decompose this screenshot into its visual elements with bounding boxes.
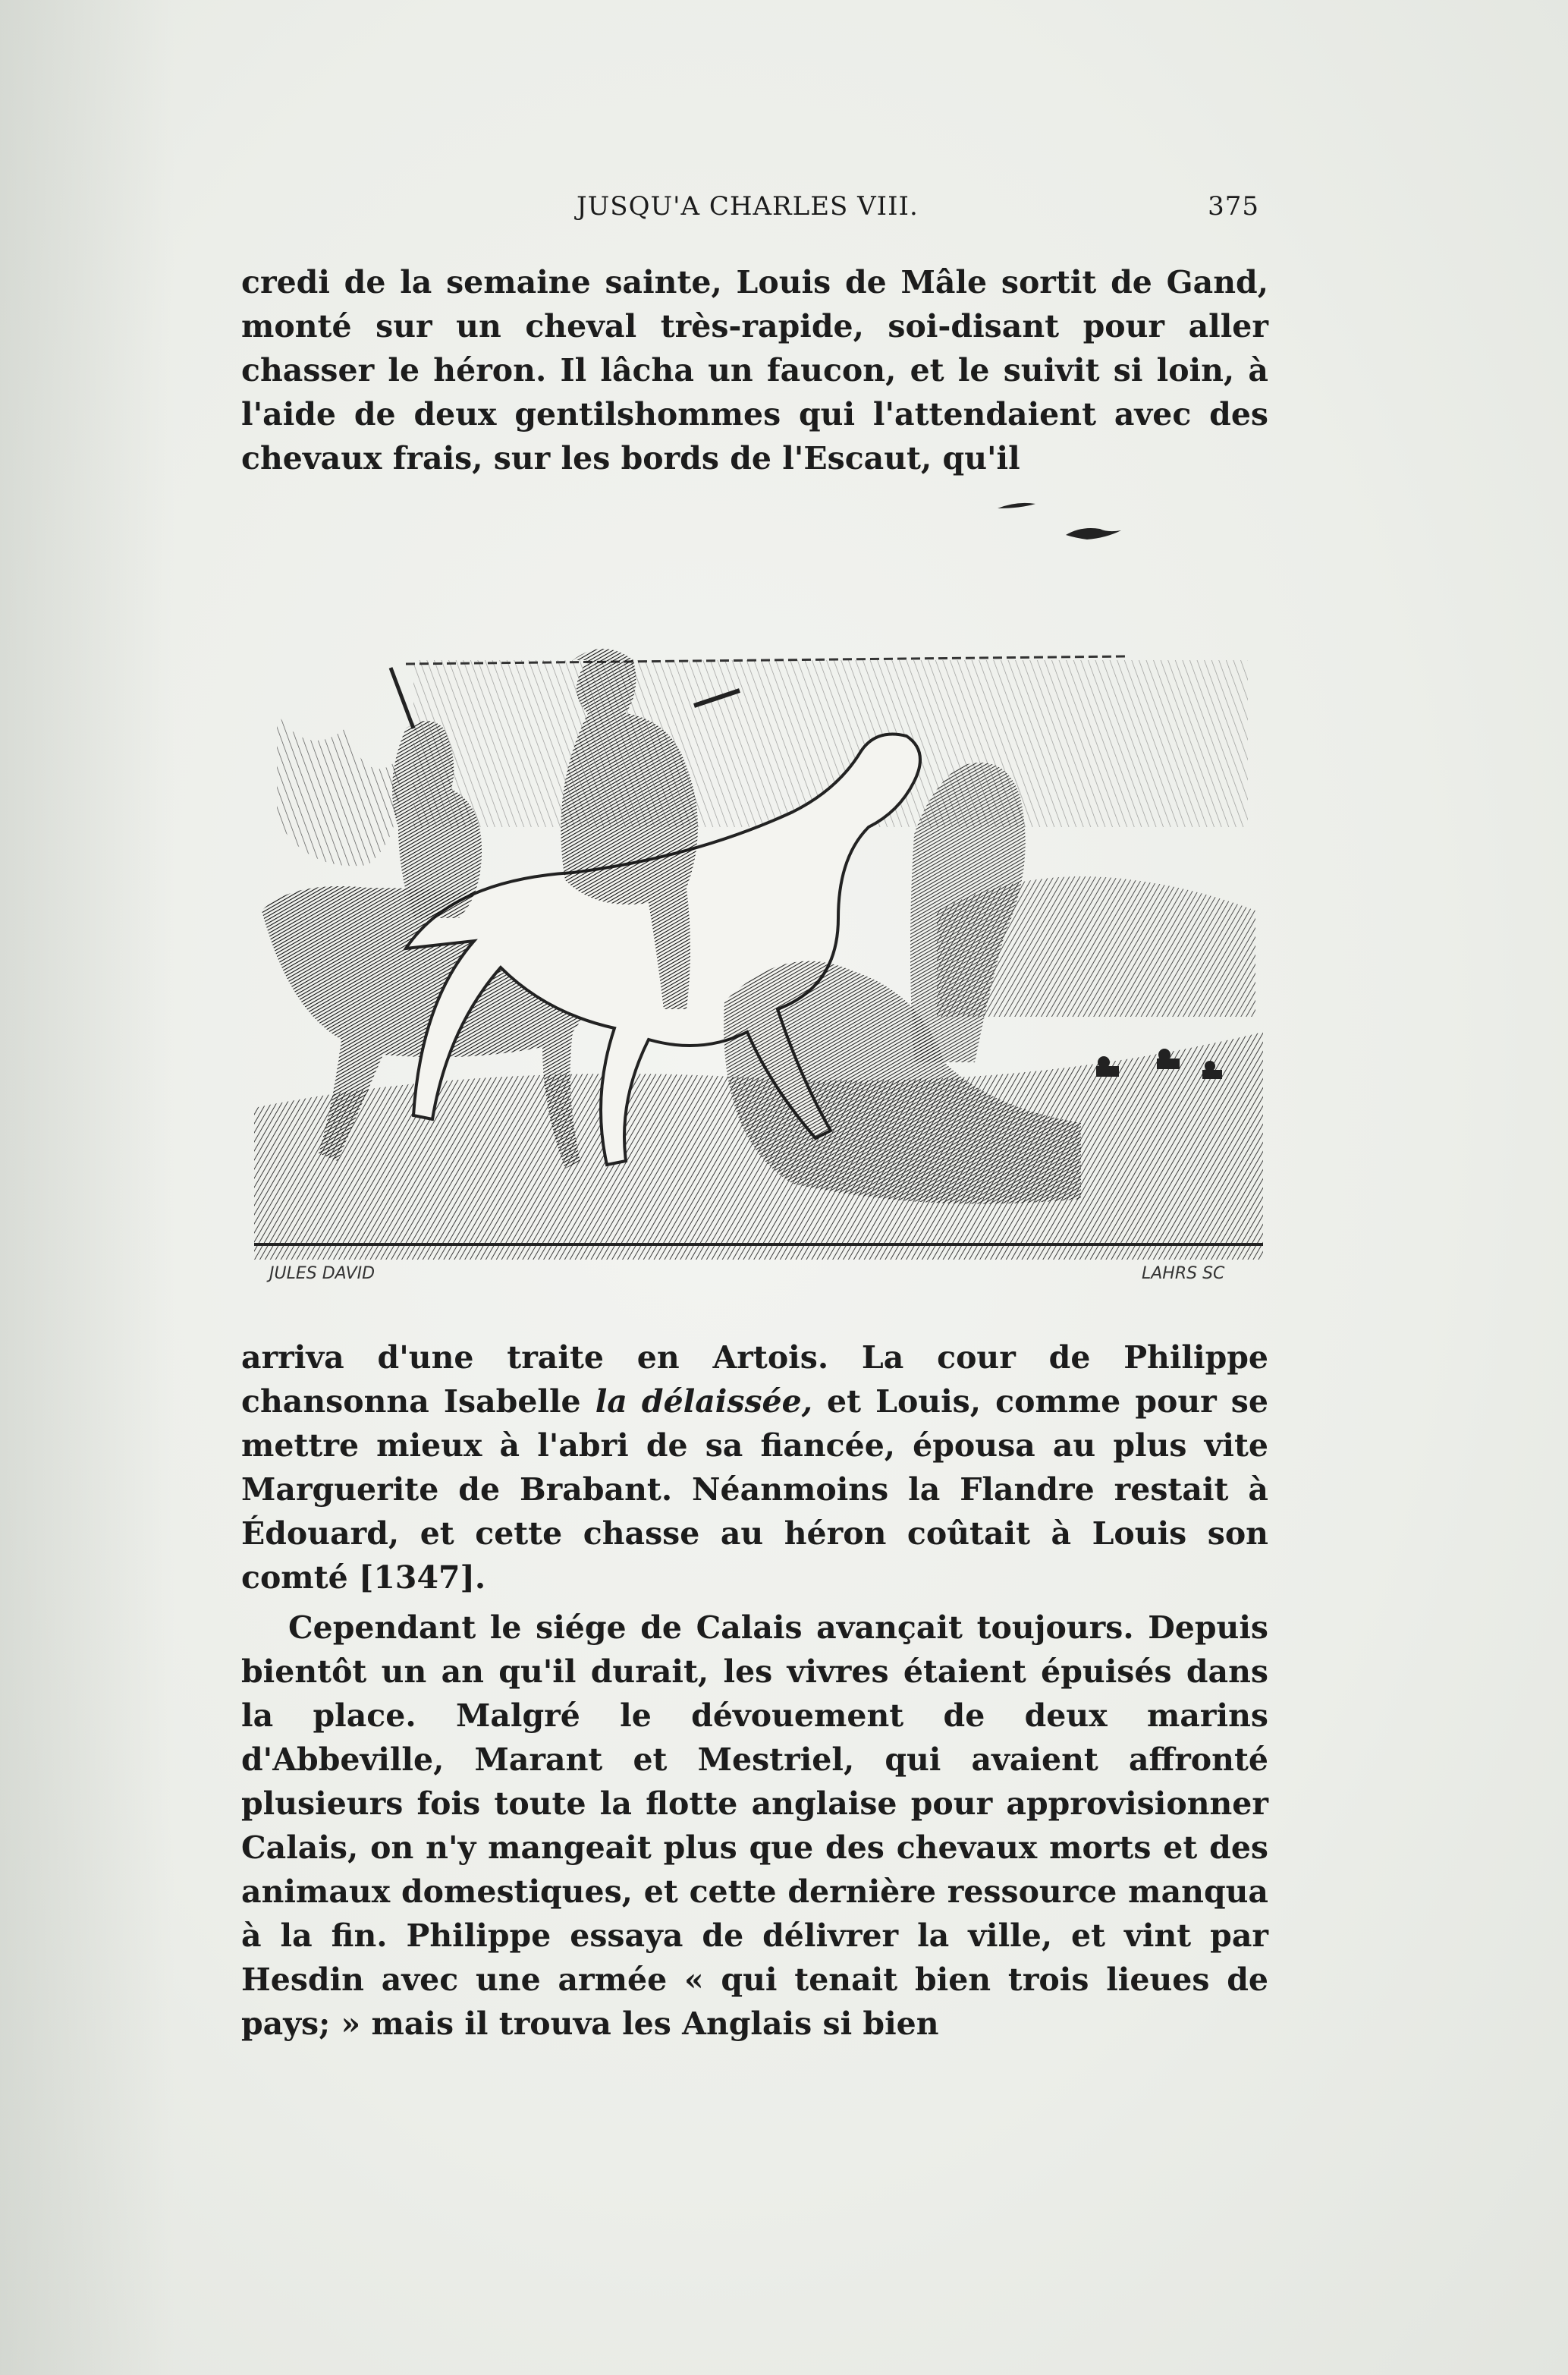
falcon-bird (1066, 528, 1121, 539)
falconry-engraving (254, 486, 1263, 1290)
paragraph-calais: Cependant le siége de Calais avançait toujours. Depuis bientôt un an qu'il durait, les vivres étaient épuisés dans la place. Malgré le dévouement de deux marins d'Abbeville, Marant et Mestriel, qui avaient affronté plusieurs fois toute la flotte anglaise pour approvisionner Calais, on n'y mangeait plus que des chevaux morts et des animaux domestiques, et cette dernière ressource manqua à la fin. Philippe essaya de délivrer la ville, et vint par Hesdin avec une armée « qui tenait bien trois lieues de pays; » mais il trouva les Anglais si bien (241, 1609, 1268, 2042)
paragraph-artois-text-2: et Louis, comme pour se mettre mieux à l'abri de sa fiancée, épousa au plus vite Marguerite de Brabant. Néanmoins la Flandre restait à Édouard, et cette chasse au héron coûtait à Louis son comté [1347]. (241, 1383, 1268, 1596)
running-title: JUSQU'A CHARLES VIII. (577, 191, 919, 222)
page-header (243, 191, 1267, 237)
engraver-signature: LAHRS SC (1142, 1264, 1225, 1283)
italic-la-delaissee: la délaissée, (595, 1383, 812, 1420)
text-block-bottom (241, 1335, 1268, 2046)
reeds (277, 713, 400, 866)
tree (910, 763, 1026, 1062)
gutter-shadow (0, 0, 174, 2375)
artist-signature: JULES DAVID (269, 1264, 376, 1283)
paragraph-continuation: credi de la semaine sainte, Louis de Mâle sortit de Gand, monté sur un cheval très-rapide, soi-disant pour aller chasser le héron. Il lâcha un faucon, et le suivit si loin, à l'aide de deux gentilshommes qui l'attendaient avec des chevaux frais, sur les bords de l'Escaut, qu'il (241, 264, 1268, 477)
paragraph-artois (241, 1335, 1268, 1600)
heron-bird (998, 503, 1035, 508)
text-block-top (241, 260, 1268, 480)
paragraph-artois-text-1: arriva d'une traite en Artois. La cour de Philippe chansonna Isabelle (241, 1339, 1268, 1420)
page-number: 375 (1208, 191, 1259, 222)
engraving-illustration (254, 486, 1263, 1290)
